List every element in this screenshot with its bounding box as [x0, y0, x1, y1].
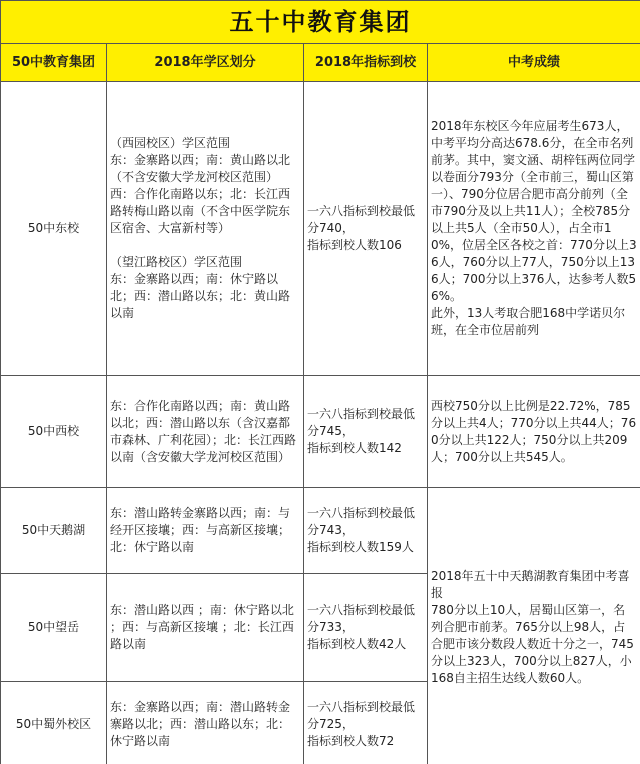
- district-cell: 东：金寨路以西；南：潜山路转金寨路以北；西：潜山路以东；北：休宁路以南: [107, 682, 304, 764]
- quota-cell: 一六八指标到校最低分740， 指标到校人数106: [304, 82, 428, 376]
- district-cell: 东：潜山路转金寨路以西；南：与经开区接壤；西：与高新区接壤；北：休宁路以南: [107, 488, 304, 574]
- quota-cell: 一六八指标到校最低分743， 指标到校人数159人: [304, 488, 428, 574]
- quota-cell: 一六八指标到校最低分733， 指标到校人数42人: [304, 574, 428, 682]
- merged-results-cell: 2018年五十中天鹅湖教育集团中考喜报 780分以上10人，居蜀山区第一，名列合肥市前茅。765分以上98人，占合肥市该分数段人数近十分之一，745分以上323人，700分以上827人，小168自主招生达线人数60人。: [428, 488, 640, 764]
- results-cell: 2018年东校区今年应届考生673人，中考平均分高达678.6分，在全市名列前茅。其中，窦文涵、胡梓钰两位同学以卷面分793分（全市前三，蜀山区第一）、790分位居合肥市高分前列（全市790分及以上共11人）；全校785分以上共5人（全市50人），占全市10%，位居全区各校之首：770分以上36人，760分以上77人，750分以上136人；700分以上376人，达参考人数56%。 此外，13人考取合肥168中学诺贝尔班，在全市位居前列: [428, 82, 640, 376]
- header-results: 中考成绩: [428, 44, 640, 82]
- table-row: [1, 488, 640, 574]
- header-district: 2018年学区划分: [107, 44, 304, 82]
- school-name: 50中天鹅湖: [1, 488, 107, 574]
- header-row: [1, 44, 640, 82]
- table-row: [1, 376, 640, 488]
- school-name: 50中望岳: [1, 574, 107, 682]
- district-cell: （西园校区）学区范围 东：金寨路以西；南：黄山路以北（不含安徽大学龙河校区范围） 西：合作化南路以东；北：长江西路转梅山路以南（不含中医学院东区宿舍、大富新村等） （望江路校区）学区范围 东：金寨路以西；南：休宁路以北；西：潜山路以东；北：黄山路以南: [107, 82, 304, 376]
- school-name: 50中蜀外校区: [1, 682, 107, 764]
- header-quota: 2018年指标到校: [304, 44, 428, 82]
- district-cell: 东：潜山路以西 ；南：休宁路以北 ；西：与高新区接壤 ；北：长江西路以南: [107, 574, 304, 682]
- quota-cell: 一六八指标到校最低分725， 指标到校人数72: [304, 682, 428, 764]
- table-title: 五十中教育集团: [1, 1, 640, 44]
- school-name: 50中西校: [1, 376, 107, 488]
- table-row: [1, 82, 640, 376]
- quota-cell: 一六八指标到校最低分745， 指标到校人数142: [304, 376, 428, 488]
- header-school: 50中教育集团: [1, 44, 107, 82]
- district-cell: 东：合作化南路以西；南：黄山路以北；西：潜山路以东（含汉嘉都市森林、广利花园）；北：长江西路以南（含安徽大学龙河校区范围）: [107, 376, 304, 488]
- results-cell: 西校750分以上比例是22.72%，785分以上共4人；770分以上共44人；760分以上共122人；750分以上共209人；700分以上共545人。: [428, 376, 640, 488]
- school-name: 50中东校: [1, 82, 107, 376]
